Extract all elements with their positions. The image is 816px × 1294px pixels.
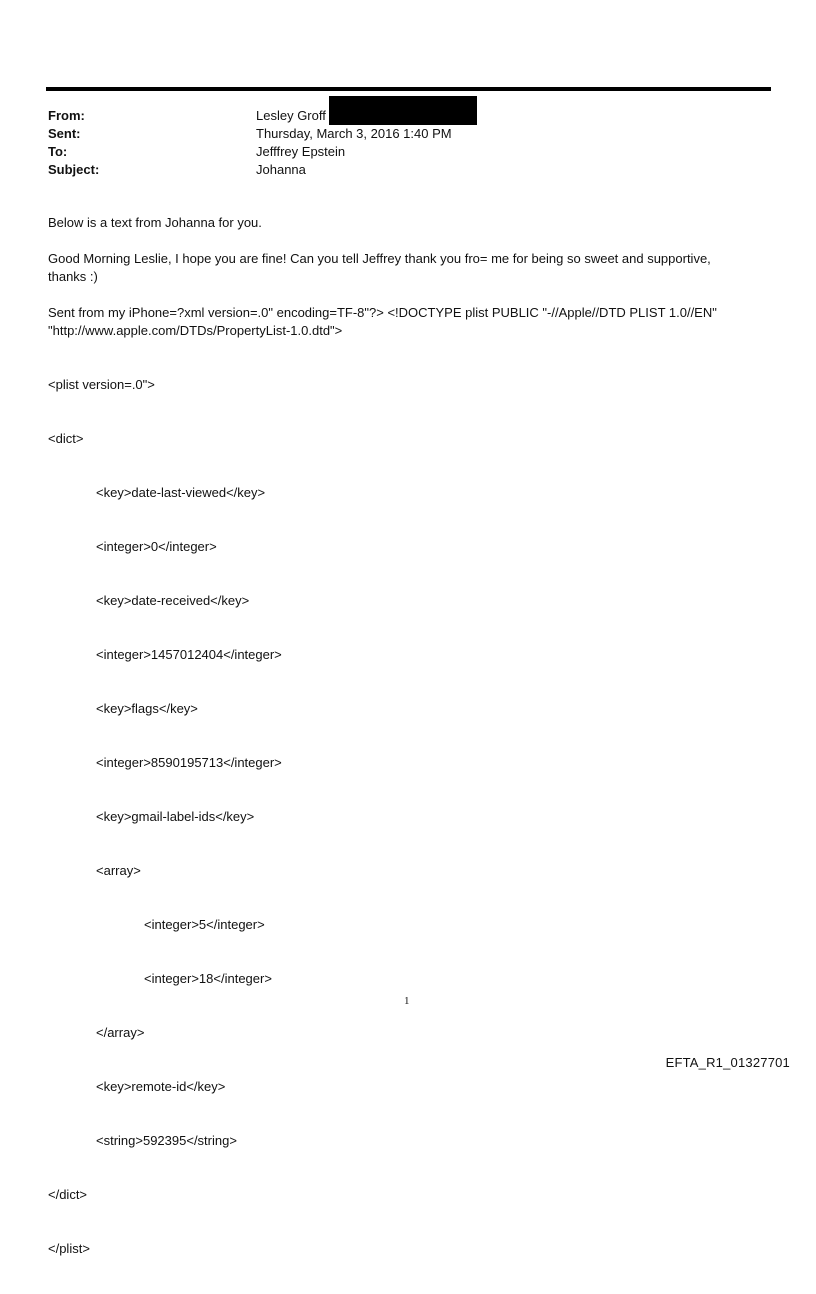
from-label: From: xyxy=(48,108,85,123)
plist-line: <integer>0</integer> xyxy=(96,539,217,554)
plist-line: <integer>1457012404</integer> xyxy=(96,647,282,662)
message-paragraph xyxy=(48,250,768,286)
sent-value: Thursday, March 3, 2016 1:40 PM xyxy=(256,126,452,141)
sent-from-line-2: "http://www.apple.com/DTDs/PropertyList-1.0.dtd"> xyxy=(48,323,343,338)
plist-line: <key>date-received</key> xyxy=(96,593,250,608)
plist-line: <integer>8590195713</integer> xyxy=(96,755,282,770)
plist-line: </dict> xyxy=(48,1187,88,1202)
subject-value: Johanna xyxy=(256,162,306,177)
to-value: Jefffrey Epstein xyxy=(256,144,346,159)
sent-label: Sent: xyxy=(48,126,81,141)
plist-line: <dict> xyxy=(48,431,84,446)
sender-name: Lesley Groff xyxy=(256,108,326,123)
intro-paragraph: Below is a text from Johanna for you. xyxy=(48,215,262,230)
page-number: 1 xyxy=(404,995,410,1007)
message-line-2: thanks :) xyxy=(48,269,98,284)
redaction-box xyxy=(329,96,477,125)
subject-row xyxy=(48,161,748,179)
from-row xyxy=(48,107,748,125)
sent-row xyxy=(48,125,748,143)
email-body xyxy=(48,214,768,1294)
plist-line: <string>592395</string> xyxy=(96,1133,237,1148)
plist-line: <integer>5</integer> xyxy=(144,917,265,932)
email-header xyxy=(48,107,748,179)
bates-number: EFTA_R1_01327701 xyxy=(665,1055,790,1070)
plist-line: </array> xyxy=(96,1025,145,1040)
subject-label: Subject: xyxy=(48,162,100,177)
to-label: To: xyxy=(48,144,68,159)
plist-line: <key>flags</key> xyxy=(96,701,198,716)
sent-from-line-1: Sent from my iPhone=?xml version=.0" encoding=TF-8"?> <!DOCTYPE plist PUBLIC "-//Apple//DTD PLIST 1.0//EN" xyxy=(48,305,717,320)
plist-line: <key>remote-id</key> xyxy=(96,1079,226,1094)
plist-line: <array> xyxy=(96,863,141,878)
plist-line: </plist> xyxy=(48,1241,90,1256)
plist-block xyxy=(48,340,768,1294)
sent-from-block xyxy=(48,304,768,340)
header-divider-rule xyxy=(46,87,771,91)
message-line-1: Good Morning Leslie, I hope you are fine! Can you tell Jeffrey thank you fro= me for being so sweet and supportive, xyxy=(48,251,711,266)
plist-line: <integer>18</integer> xyxy=(144,971,272,986)
to-row xyxy=(48,143,748,161)
from-value xyxy=(256,107,477,125)
plist-line: <plist version=.0"> xyxy=(48,377,155,392)
plist-line: <key>date-last-viewed</key> xyxy=(96,485,266,500)
plist-line: <key>gmail-label-ids</key> xyxy=(96,809,255,824)
